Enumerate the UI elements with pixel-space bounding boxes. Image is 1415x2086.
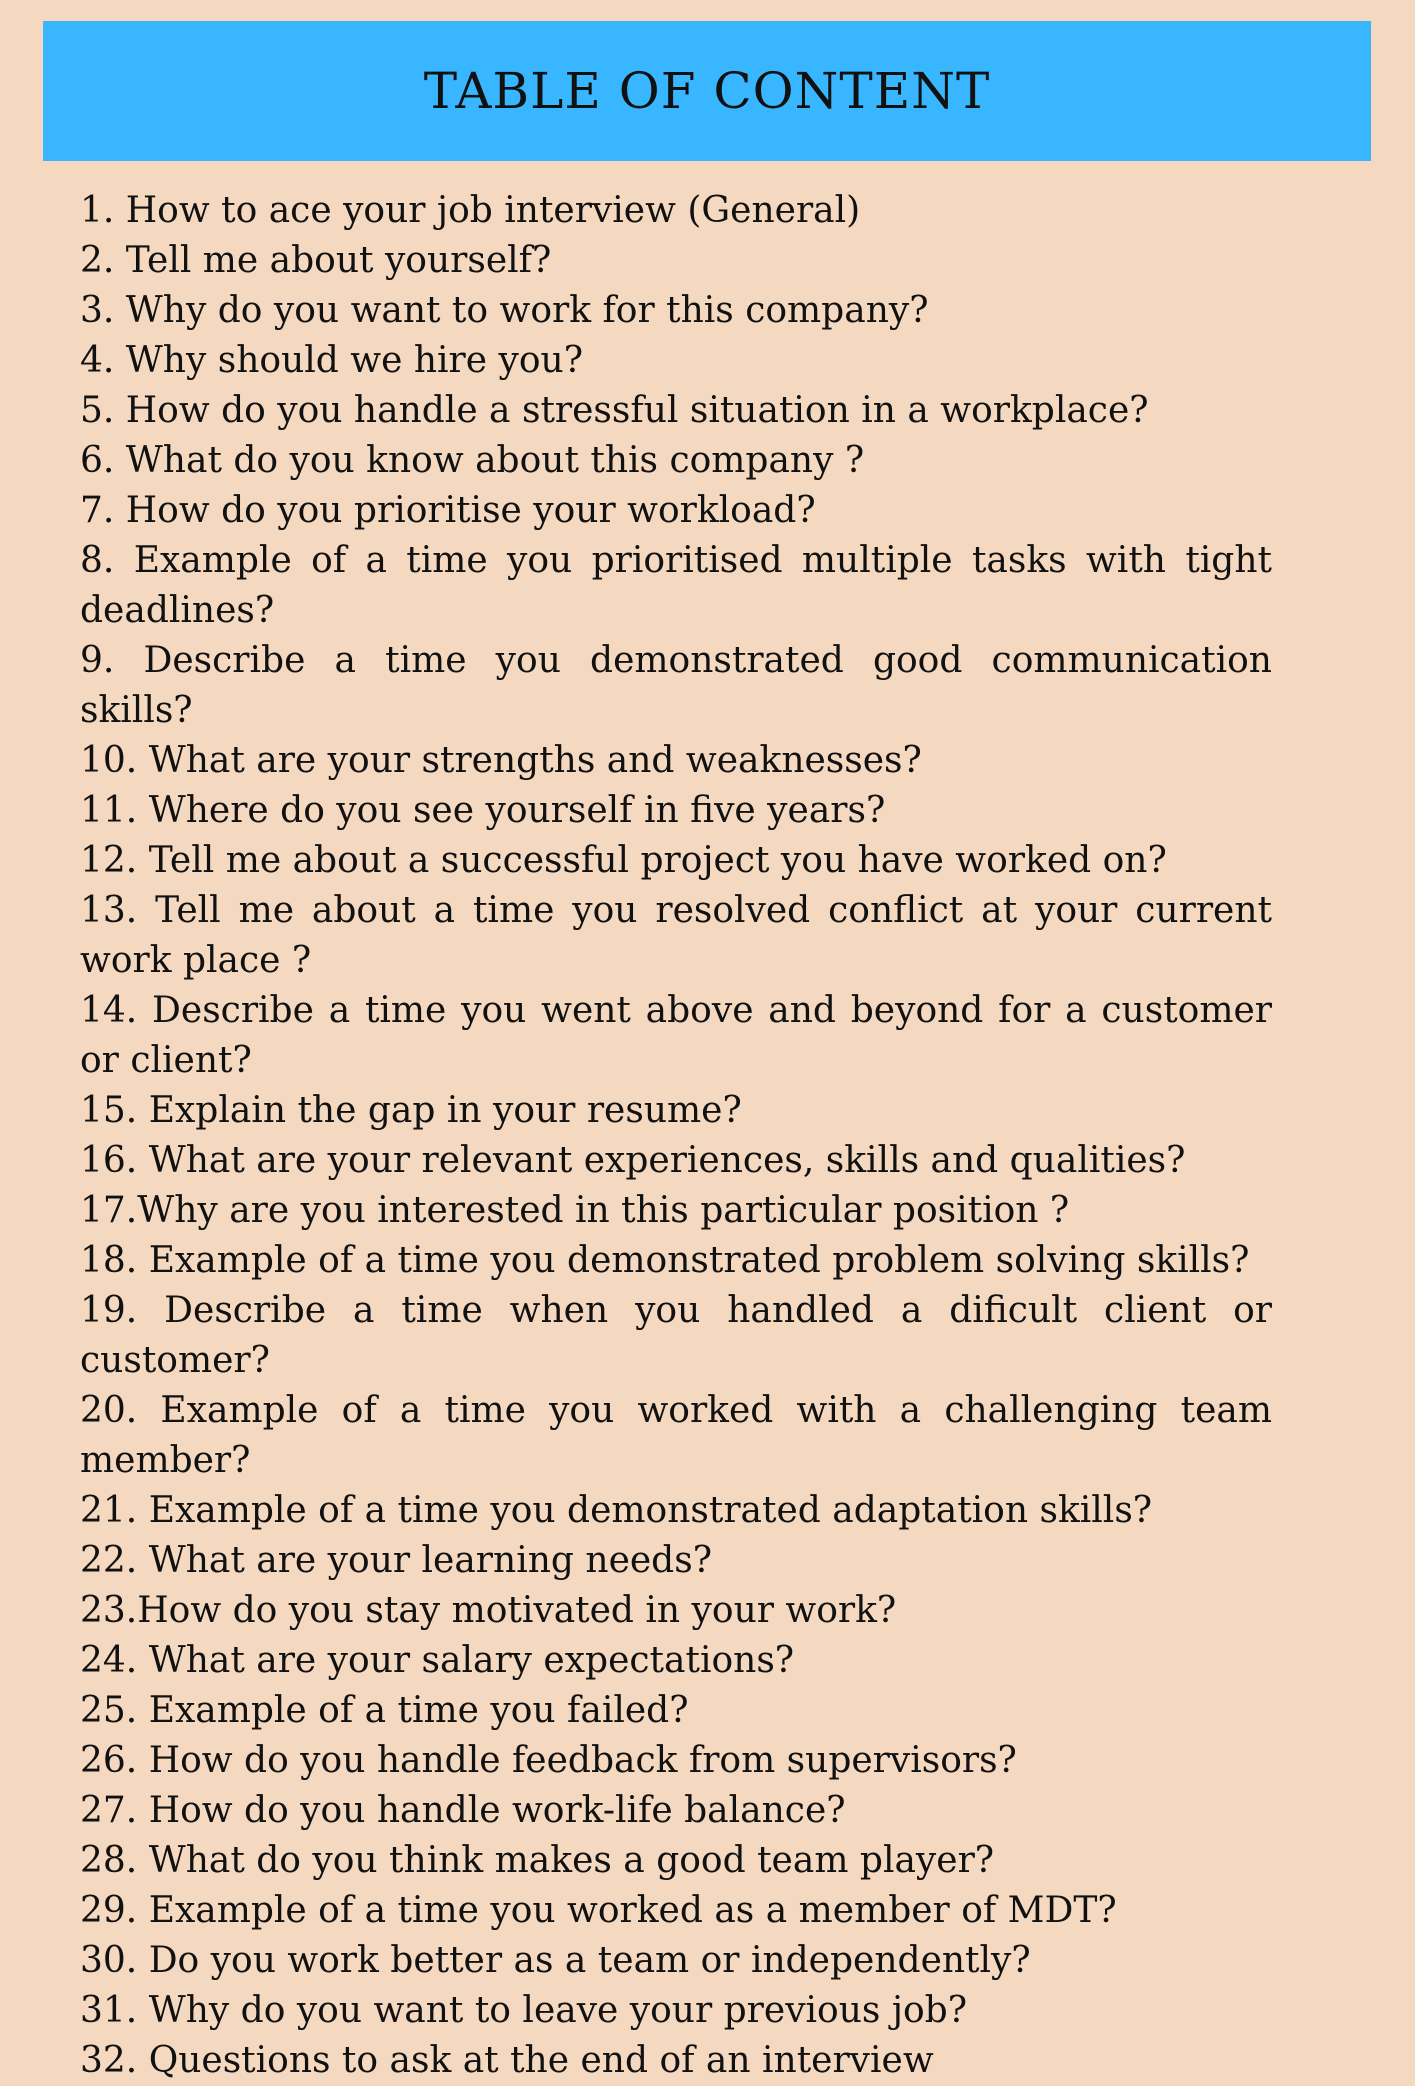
toc-item-18: 18. Example of a time you demonstrated problem solving skills? (80, 1240, 1250, 1281)
toc-item-15: 15. Explain the gap in your resume? (80, 1090, 742, 1131)
toc-item-3: 3. Why do you want to work for this company? (80, 290, 929, 331)
table-of-contents (80, 186, 1272, 2086)
toc-item-22: 22. What are your learning needs? (80, 1540, 713, 1581)
toc-item-26: 26. How do you handle feedback from supervisors? (80, 1740, 1017, 1781)
toc-item-1: 1. How to ace your job interview (General) (80, 190, 861, 231)
toc-item-11: 11. Where do you see yourself in five years? (80, 790, 886, 831)
toc-item-24: 24. What are your salary expectations? (80, 1640, 795, 1681)
toc-item-10: 10. What are your strengths and weaknesses? (80, 740, 922, 781)
toc-item-32: 32. Questions to ask at the end of an interview (80, 2040, 934, 2081)
toc-item-17: 17.Why are you interested in this particular position ? (80, 1190, 1070, 1231)
toc-item-8: 8. Example of a time you prioritised multiple tasks with tight deadlines? (80, 540, 1272, 631)
title-banner (43, 21, 1371, 161)
toc-item-6: 6. What do you know about this company ? (80, 440, 865, 481)
toc-item-14: 14. Describe a time you went above and beyond for a customer or client? (80, 990, 1272, 1081)
toc-item-27: 27. How do you handle work-life balance? (80, 1790, 846, 1831)
toc-item-20: 20. Example of a time you worked with a challenging team member? (80, 1390, 1272, 1481)
toc-item-7: 7. How do you prioritise your workload? (80, 490, 816, 531)
toc-item-5: 5. How do you handle a stressful situation in a workplace? (80, 390, 1149, 431)
toc-item-25: 25. Example of a time you failed? (80, 1690, 689, 1731)
toc-item-12: 12. Tell me about a successful project you have worked on? (80, 840, 1167, 881)
toc-item-2: 2. Tell me about yourself? (80, 240, 552, 281)
toc-item-13: 13. Tell me about a time you resolved conflict at your current work place ? (80, 890, 1272, 981)
toc-item-23: 23.How do you stay motivated in your work? (80, 1590, 897, 1631)
toc-item-29: 29. Example of a time you worked as a member of MDT? (80, 1890, 1117, 1931)
toc-item-30: 30. Do you work better as a team or independently? (80, 1940, 1031, 1981)
toc-item-9: 9. Describe a time you demonstrated good communication skills? (80, 640, 1272, 731)
toc-item-19: 19. Describe a time when you handled a dificult client or customer? (80, 1290, 1272, 1381)
toc-item-21: 21. Example of a time you demonstrated adaptation skills? (80, 1490, 1153, 1531)
toc-item-4: 4. Why should we hire you? (80, 340, 583, 381)
toc-item-16: 16. What are your relevant experiences, skills and qualities? (80, 1140, 1186, 1181)
toc-item-31: 31. Why do you want to leave your previous job? (80, 1990, 968, 2031)
toc-item-28: 28. What do you think makes a good team player? (80, 1840, 995, 1881)
page-title: TABLE OF CONTENT (423, 62, 991, 120)
